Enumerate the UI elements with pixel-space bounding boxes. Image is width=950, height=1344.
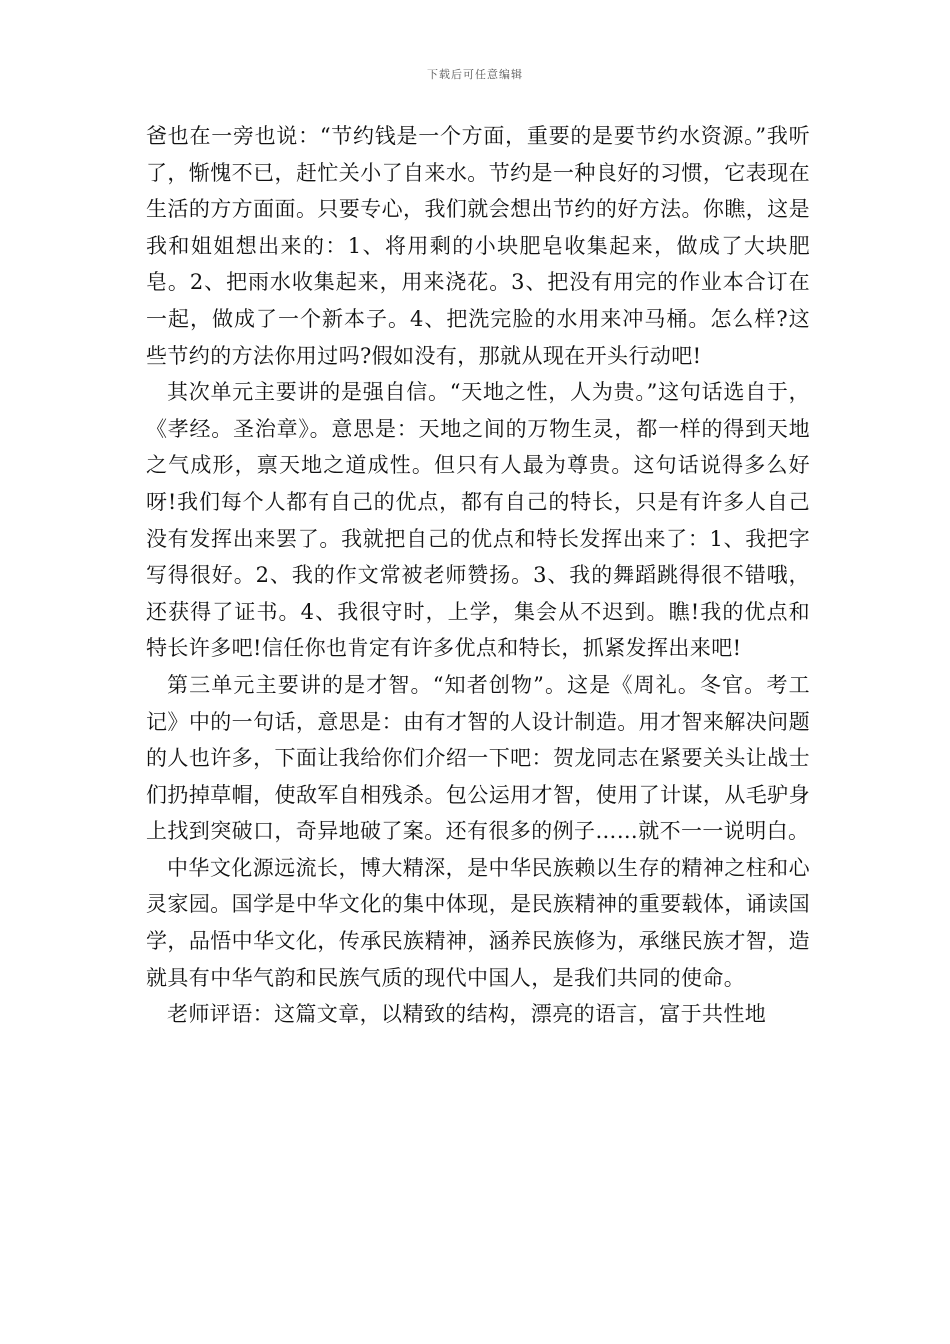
paragraph-wisdom: 第三单元主要讲的是才智。“知者创物”。这是《周礼。冬官。考工记》中的一句话，意思是：由有才智的人设计制造。用才智来解决问题的人也许多，下面让我给你们介绍一下吧：贺龙同志在紧要关头让战士们扔掉草帽，使敌军自相残杀。包公运用才智，使用了计谋，从毛驴身上找到突破口，奇异地破了案。还有很多的例子……就不一一说明白。 [146, 672, 810, 844]
paragraph-chinese-culture: 中华文化源远流长，博大精深，是中华民族赖以生存的精神之柱和心灵家园。国学是中华文化的集中体现，是民族精神的重要载体，诵读国学，品悟中华文化，传承民族精神，涵养民族修为，承继民族才智，造就具有中华气韵和民族气质的现代中国人，是我们共同的使命。 [146, 855, 810, 990]
paragraph-saving: 爸也在一旁也说：“节约钱是一个方面，重要的是要节约水资源。”我听了，惭愧不已，赶忙关小了自来水。节约是一种良好的习惯，它表现在生活的方方面面。只要专心，我们就会想出节约的好方法。你瞧，这是我和姐姐想出来的：1、将用剩的小块肥皂收集起来，做成了大块肥皂。2、把雨水收集起来，用来浇花。3、把没有用完的作业本合订在一起，做成了一个新本子。4、把洗完脸的水用来冲马桶。怎么样?这些节约的方法你用过吗?假如没有，那就从现在开头行动吧! [146, 124, 810, 368]
page-header: 下载后可任意编辑 [427, 68, 523, 81]
paragraph-teacher-comment: 老师评语：这篇文章，以精致的结构，漂亮的语言，富于共性地 [167, 1002, 767, 1027]
document-body [146, 118, 810, 1033]
paragraph-self-confidence: 其次单元主要讲的是强自信。“天地之性，人为贵。”这句话选自于，《孝经。圣治章》。意思是：天地之间的万物生灵，都一样的得到天地之气成形，禀天地之道成性。但只有人最为尊贵。这句话说得多么好呀!我们每个人都有自己的优点，都有自己的特长，只是有许多人自己没有发挥出来罢了。我就把自己的优点和特长发挥出来了：1、我把字写得很好。2、我的作文常被老师赞扬。3、我的舞蹈跳得很不错哦，还获得了证书。4、我很守时，上学，集会从不迟到。瞧!我的优点和特长许多吧!信任你也肯定有许多优点和特长，抓紧发挥出来吧! [146, 380, 810, 661]
